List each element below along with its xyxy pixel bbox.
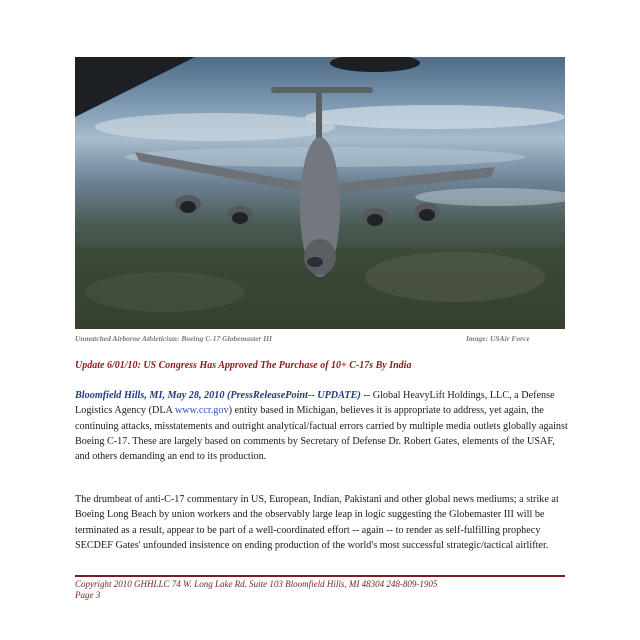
page-number: Page 3 [75,590,101,600]
paragraph-1-text-a: -- Global HeavyLift Holdings, LLC, a Defense Logistics Agency (DLA [75,390,555,417]
c17-aircraft-photo [75,57,565,329]
photo-credit: Image: USAir Force [466,334,530,343]
paragraph-2: The drumbeat of anti-C-17 commentary in US, European, Indian, Pakistani and other global news mediums; a strike at Boeing Long Beach by union workers and the observably large leap in logic suggesting the Globemaster III will be terminated as a result, appear to be part of a well-coordinated effort -- again -- to render as self-fulfilling prophecy SECDEF Gates' unfounded insistence on ending production of the world's most successful strategic/tactical airlifter. [75,494,559,551]
footer-copyright: Copyright 2010 GHHLLC 74 W. Long Lake Rd. Suite 103 Bloomfield Hills, MI 48304 248-809-1905 [75,579,438,589]
ccr-gov-link[interactable]: www.ccr.gov [174,405,229,417]
aircraft-illustration [75,57,565,329]
footer [75,579,437,601]
dateline: Bloomfield Hills, MI, May 28, 2010 (PressReleasePoint-- UPDATE) [75,390,361,401]
paragraph-1-text-b: ) entity based in Michigan, believes it is appropriate to address, yet again, the continuing attacks, misstatements and outright analytical/factual errors carried by multiple media outlets globally against Boeing C-17. These are largely based on comments by Secretary of Defense Dr. Robert Gates, elements of the USAF, and others demanding an end to its production. [75,405,568,463]
photo-caption: Unmatched Airborne Athleticism: Boeing C-17 Globemaster III [75,334,272,343]
paragraph-1 [75,388,570,464]
update-headline: Update 6/01/10: US Congress Has Approved The Purchase of 10+ C-17s By India [75,360,412,371]
footer-divider [75,575,565,577]
